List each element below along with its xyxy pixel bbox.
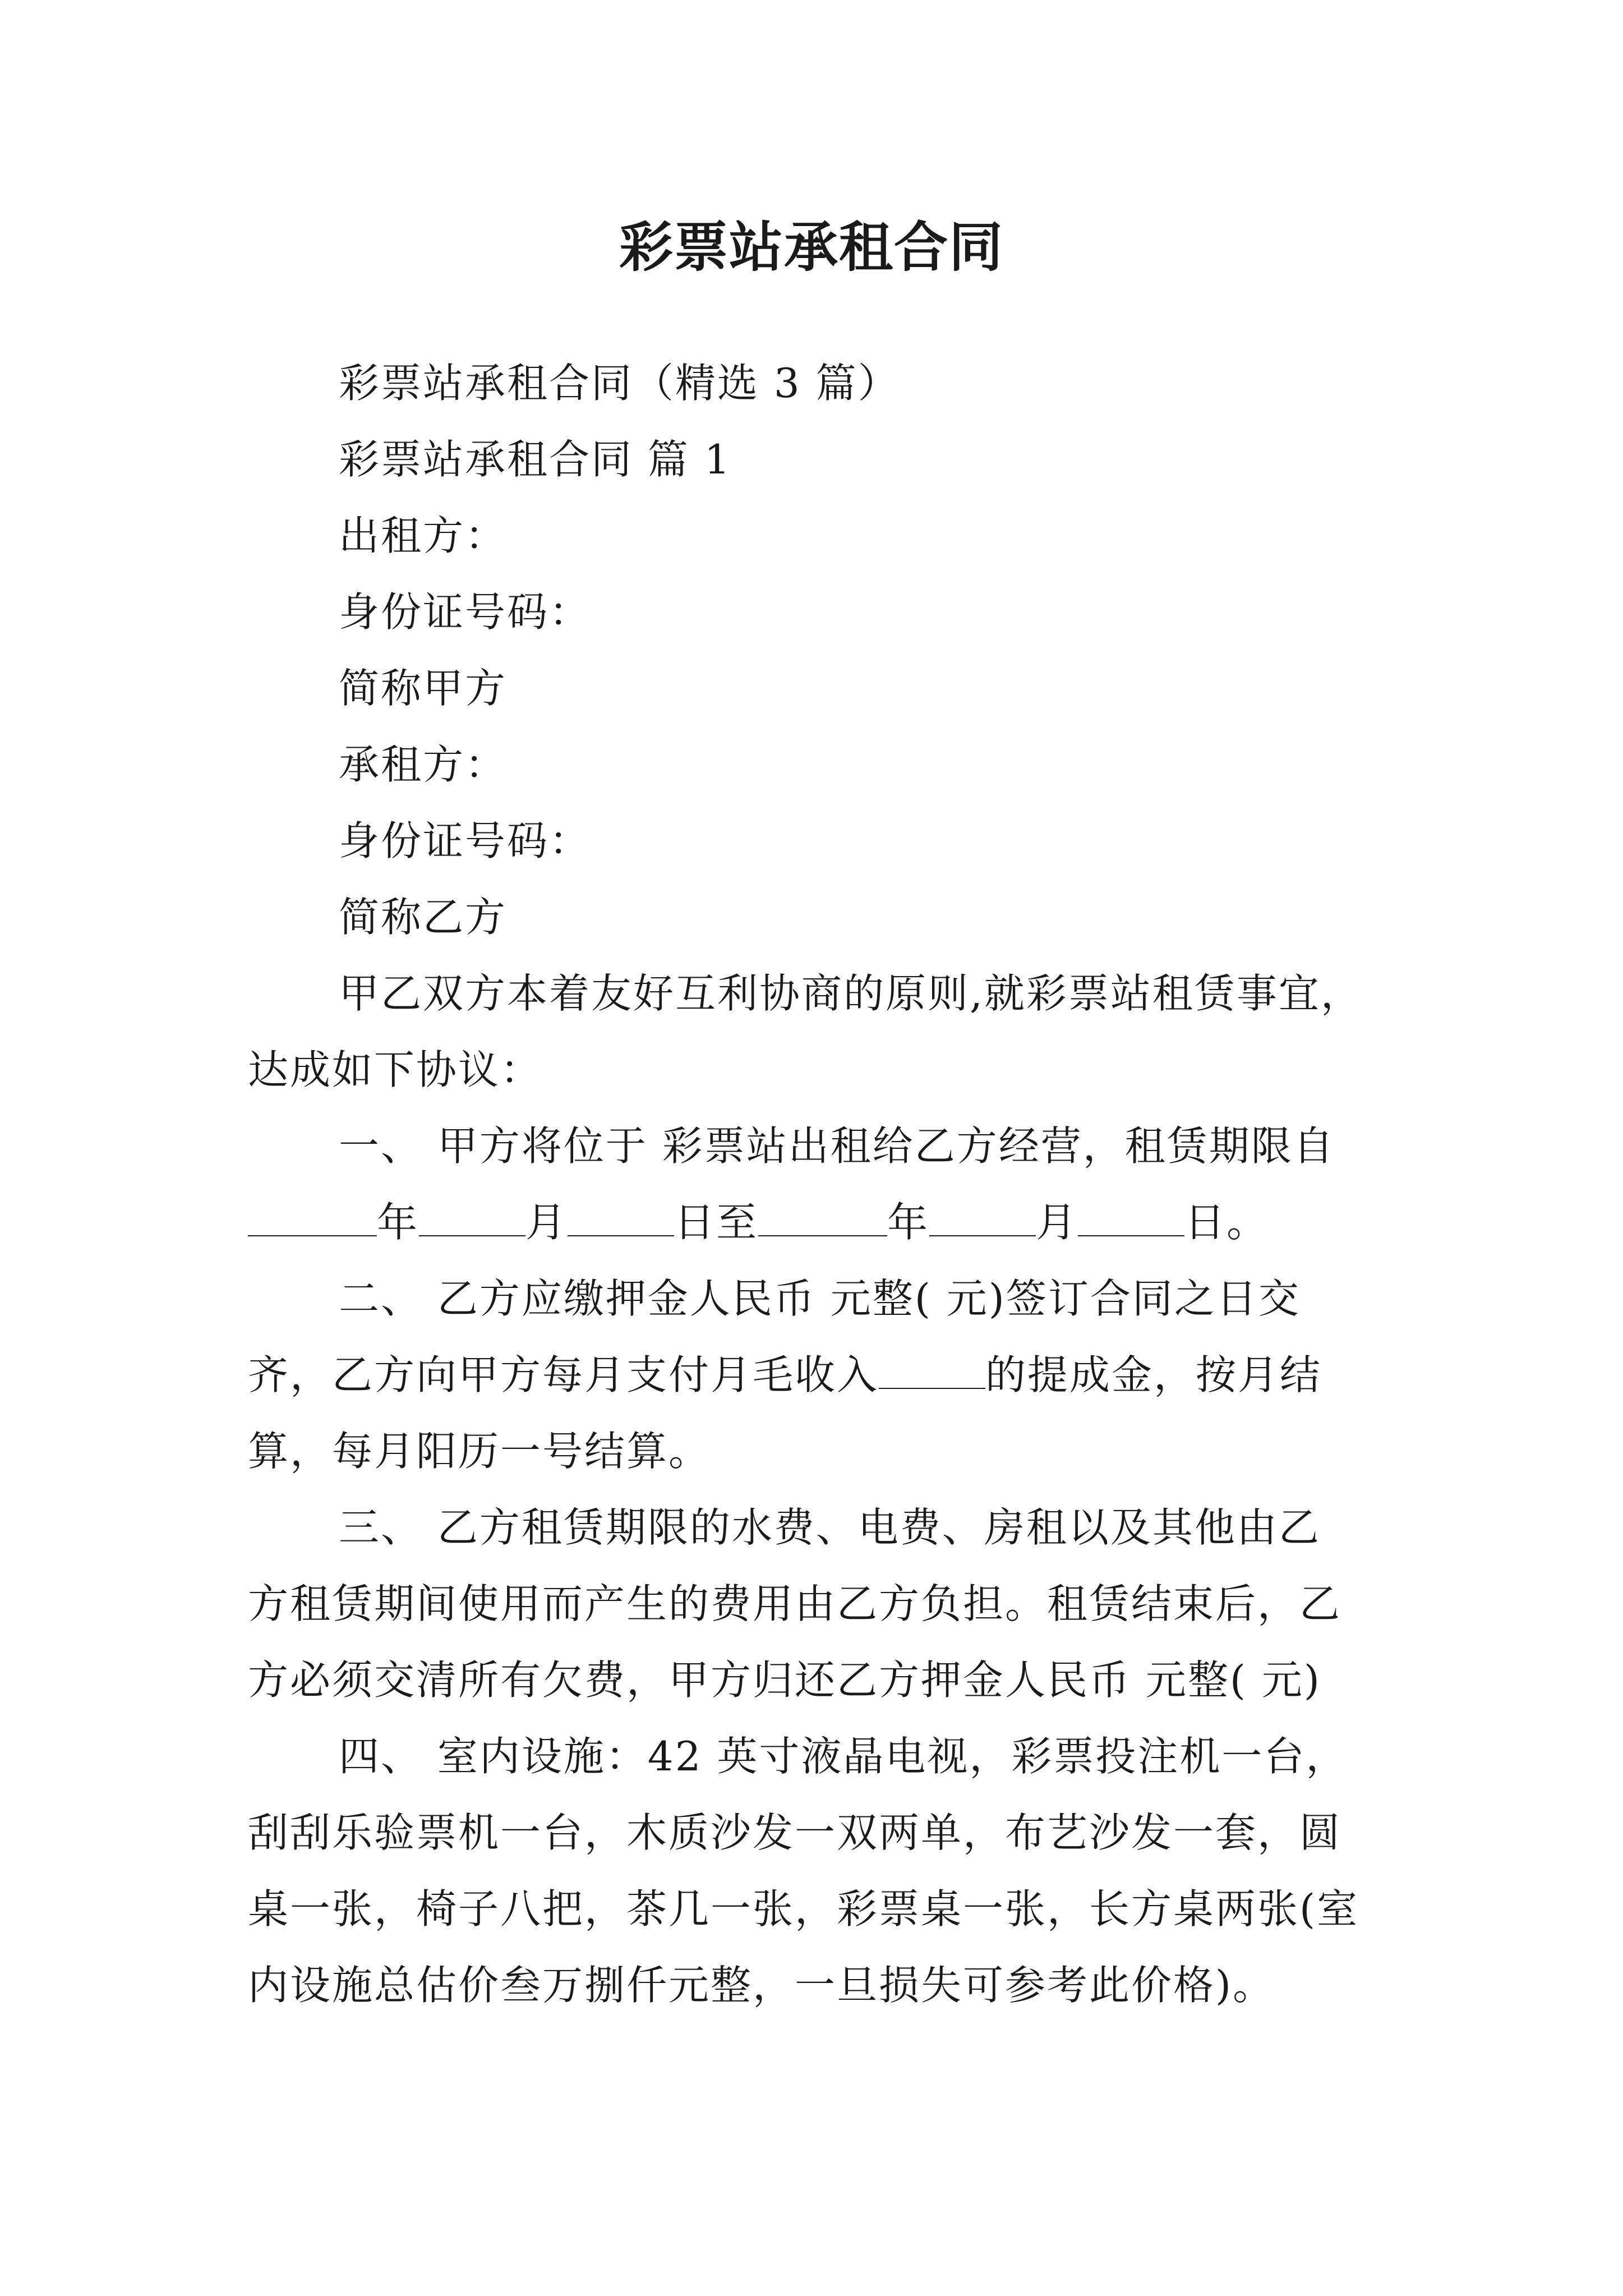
fill-in-blank xyxy=(419,1196,525,1236)
fill-in-blank xyxy=(929,1196,1036,1236)
clause-2-line-2 xyxy=(248,1337,1392,1413)
fill-in-blank xyxy=(879,1349,985,1389)
clause-3-line-2: 方租赁期间使用而产生的费用由乙方负担。租赁结束后，乙 xyxy=(248,1580,1342,1627)
clause-4-line-3: 桌一张，椅子八把，茶几一张，彩票桌一张，长方桌两张(室 xyxy=(248,1885,1359,1932)
clause-1-day-to: 日至 xyxy=(674,1199,759,1246)
lessor-id-label: 身份证号码： xyxy=(339,588,592,636)
clause-3-line-1: 三、 乙方租赁期限的水费、电费、房租以及其他由乙 xyxy=(339,1504,1321,1551)
clause-3-line-3: 方必须交清所有欠费，甲方归还乙方押金人民币 元整( 元) xyxy=(248,1657,1321,1704)
clause-1-month-1: 月 xyxy=(525,1199,568,1246)
fill-in-blank xyxy=(758,1196,887,1236)
intro-line-1: 甲乙双方本着友好互利协商的原则,就彩票站租赁事宜， xyxy=(339,970,1363,1017)
lessee-id-label: 身份证号码： xyxy=(339,817,592,864)
clause-2-line-3: 算，每月阳历一号结算。 xyxy=(248,1428,711,1475)
document-subtitle: 彩票站承租合同（精选 3 篇） xyxy=(339,360,900,407)
clause-2-line-2-pre: 齐，乙方向甲方每月支付月毛收入 xyxy=(248,1351,879,1398)
clause-1-day-end: 日。 xyxy=(1184,1199,1269,1246)
section-heading: 彩票站承租合同 篇 1 xyxy=(339,436,732,483)
clause-1-line-1: 一、 甲方将位于 彩票站出租给乙方经营，租赁期限自 xyxy=(339,1122,1335,1170)
fill-in-blank xyxy=(1078,1196,1184,1236)
clause-1-line-2 xyxy=(248,1184,1392,1260)
clause-1-year-1: 年 xyxy=(377,1199,419,1246)
clause-2-line-2-post: 的提成金，按月结 xyxy=(985,1351,1322,1398)
fill-in-blank xyxy=(568,1196,674,1236)
lessor-label: 出租方： xyxy=(339,512,508,559)
intro-line-2: 达成如下协议： xyxy=(248,1046,543,1093)
lessee-short-name: 简称乙方 xyxy=(339,894,508,941)
clause-1-year-2: 年 xyxy=(887,1199,930,1246)
fill-in-blank xyxy=(248,1196,377,1236)
clause-4-line-1: 四、 室内设施：42 英寸液晶电视，彩票投注机一台， xyxy=(339,1733,1348,1780)
clause-4-line-2: 刮刮乐验票机一台，木质沙发一双两单，布艺沙发一套，圆 xyxy=(248,1809,1342,1856)
clause-2-line-1: 二、 乙方应缴押金人民币 元整( 元)签订合同之日交 xyxy=(339,1275,1301,1322)
clause-4-line-4: 内设施总估价叁万捌仟元整，一旦损失可参考此价格)。 xyxy=(248,1962,1275,2009)
lessor-short-name: 简称甲方 xyxy=(339,665,508,712)
document-body xyxy=(248,345,1392,2023)
lessee-label: 承租方： xyxy=(339,741,508,788)
clause-1-month-2: 月 xyxy=(1036,1199,1078,1246)
document-title: 彩票站承租合同 xyxy=(619,215,1004,279)
